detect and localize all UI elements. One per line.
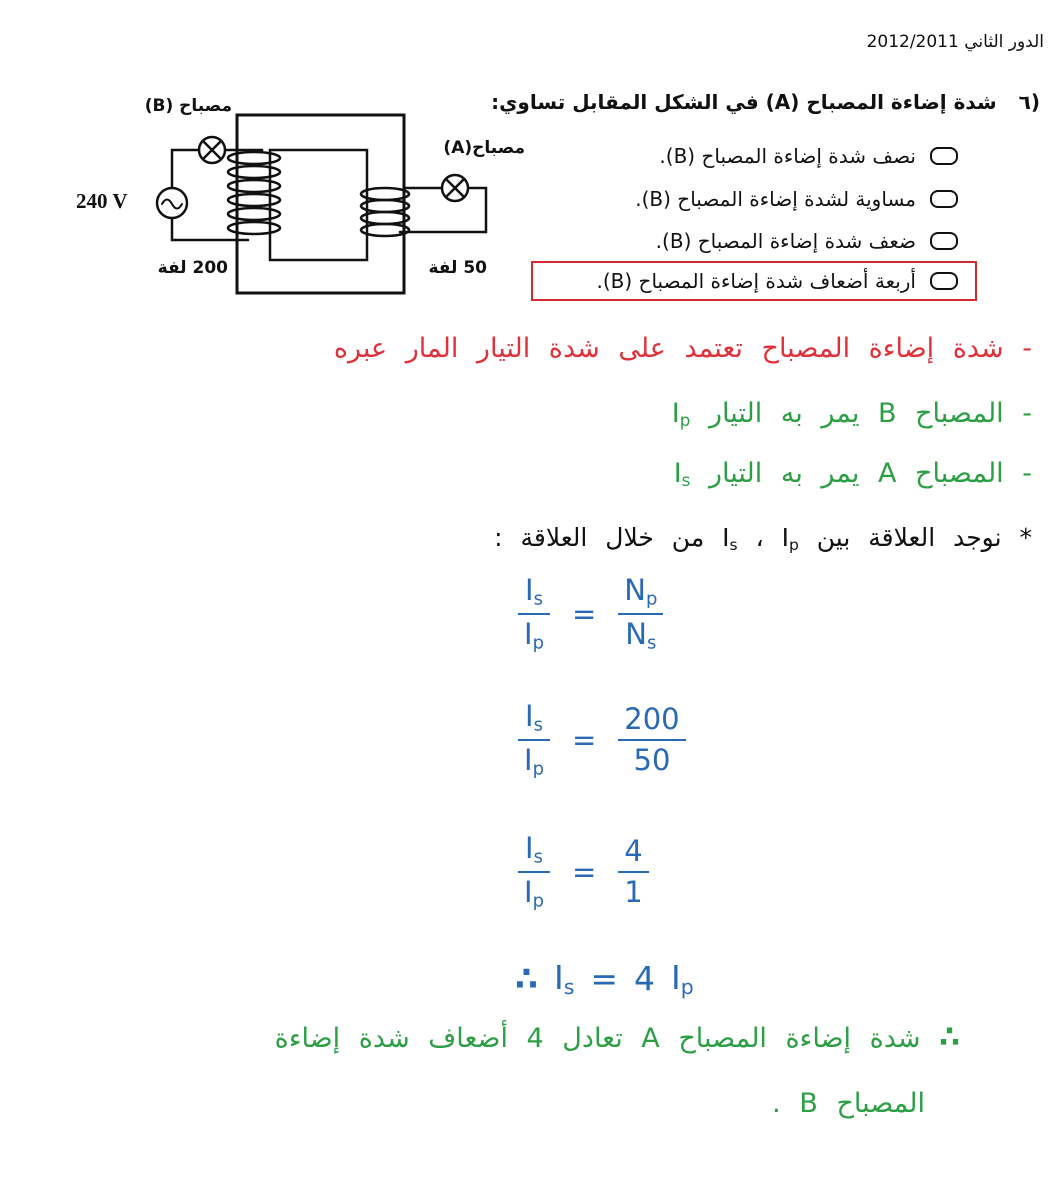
lamp-b-line-text: - المصباح B يمر به التيار <box>708 398 1032 429</box>
numeric-fraction: $\frac{200}{50}$ <box>618 703 685 778</box>
option-1-checkbox[interactable] <box>930 147 958 165</box>
question-text: شدة إضاءة المصباح (A) في الشكل المقابل تساوي: <box>491 90 997 114</box>
question-header <box>491 90 1040 114</box>
source-voltage-label: 240 V <box>76 189 128 213</box>
conclusion-line-1 <box>275 1020 960 1055</box>
option-3-label: ضعف شدة إضاءة المصباح (B). <box>655 229 916 253</box>
lamp-b-label: مصباح (B) <box>144 96 232 116</box>
ac-source-icon <box>157 188 187 218</box>
current-ratio-fraction: $\frac{I_s}{I_p}$ <box>518 832 550 912</box>
conclusion-text-1: شدة إضاءة المصباح A تعادل 4 أضعاف شدة إضاءة <box>274 1023 921 1054</box>
question-number: ٦) <box>1018 90 1040 114</box>
equals-sign: = <box>571 855 597 890</box>
therefore-symbol: ∴ <box>515 959 538 999</box>
option-2-checkbox[interactable] <box>930 190 958 208</box>
solution-line-lamp-b <box>672 398 1032 430</box>
secondary-current-symbol: $I_s$ <box>553 958 575 1000</box>
lamp-a-icon <box>442 175 468 201</box>
option-4[interactable] <box>596 265 958 297</box>
lamp-a-line-text: - المصباح A يمر به التيار <box>708 458 1032 489</box>
option-1[interactable] <box>659 140 958 172</box>
result-coefficient: 4 <box>634 959 656 999</box>
option-3-checkbox[interactable] <box>930 232 958 250</box>
option-2-label: مساوية لشدة إضاءة المصباح (B). <box>635 187 916 211</box>
option-4-label: أربعة أضعاف شدة إضاءة المصباح (B). <box>596 269 916 293</box>
primary-turns-label: 200 لفة <box>157 258 228 278</box>
lamp-b-icon <box>199 137 225 163</box>
option-1-label: نصف شدة إضاءة المصباح (B). <box>659 144 916 168</box>
equation-substitution <box>518 700 686 780</box>
lamp-a-current-symbol: $I_s$ <box>673 458 691 491</box>
option-2[interactable] <box>635 183 958 215</box>
solution-line-lamp-a <box>674 458 1032 490</box>
exam-session-header: الدور الثاني 2012/2011 <box>866 32 1044 52</box>
primary-current-symbol: $I_p$ <box>671 958 694 1000</box>
equation-turns-ratio <box>518 574 663 654</box>
equation-result <box>515 958 694 999</box>
current-ratio-fraction: $\frac{I_s}{I_p}$ <box>518 574 550 654</box>
current-ratio-fraction: $\frac{I_s}{I_p}$ <box>518 700 550 780</box>
equals-sign: = <box>571 597 597 632</box>
equals-sign: = <box>590 959 619 999</box>
relation-symbol-ip: $I_p$ <box>781 523 799 554</box>
conclusion-line-2: المصباح B . <box>772 1088 925 1119</box>
conclusion-therefore-symbol: ∴ <box>939 1020 960 1055</box>
solution-line-relation <box>494 523 1032 554</box>
lamp-b-current-symbol: $I_p$ <box>671 398 691 431</box>
numeric-fraction: $\frac{4}{1}$ <box>618 835 648 910</box>
solution-line-brightness: - شدة إضاءة المصباح تعتمد على شدة التيار المار عبره <box>333 333 1032 364</box>
relation-text-after: من خلال العلاقة : <box>494 523 705 552</box>
turns-ratio-fraction: $\frac{N_p}{N_s}$ <box>618 574 663 654</box>
equation-simplified <box>518 832 649 912</box>
relation-symbol-is: $I_s$ <box>722 523 738 554</box>
lamp-a-label: مصباح(A) <box>443 138 525 158</box>
option-3[interactable] <box>656 225 958 257</box>
equals-sign: = <box>571 723 597 758</box>
core-outer <box>237 115 404 293</box>
option-4-checkbox[interactable] <box>930 272 958 290</box>
secondary-turns-label: 50 لفة <box>428 258 487 278</box>
relation-text-before: * نوجد العلاقة بين <box>816 523 1032 552</box>
relation-separator: ، <box>755 523 764 552</box>
core-inner <box>270 150 367 260</box>
